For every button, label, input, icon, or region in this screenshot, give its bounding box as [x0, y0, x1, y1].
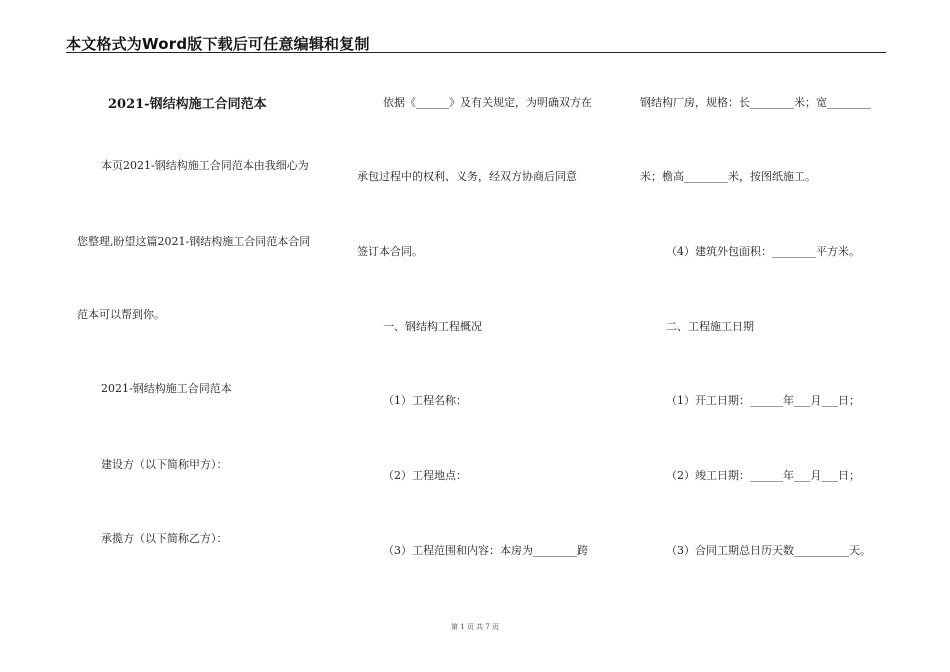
party-a-label: 建设方（以下简称甲方）： — [101, 458, 228, 471]
completion-date-field: （2）竣工日期：______年___月___日； — [666, 469, 860, 482]
contract-subtitle: 2021-钢结构施工合同范本 — [101, 382, 232, 395]
intro-line-1: 本页2021-钢结构施工合同范本由我细心为 — [101, 159, 309, 172]
intro-line-3: 范本可以帮到你。 — [77, 308, 165, 321]
duration-field: （3）合同工期总日历天数__________天。 — [666, 544, 871, 557]
project-name-field: （1）工程名称： — [383, 394, 467, 407]
project-scope-field: （3）工程范围和内容：本房为________跨 — [383, 544, 588, 557]
basis-line-1: 依据《______》及有关规定，为明确双方在 — [383, 96, 592, 109]
spec-line-2: 米；檐高________米，按图纸施工。 — [640, 170, 816, 183]
project-location-field: （2）工程地点： — [383, 469, 467, 482]
section-1-heading: 一、钢结构工程概况 — [383, 320, 482, 333]
basis-line-3: 签订本合同。 — [357, 245, 423, 258]
building-area-field: （4）建筑外包面积：________平方米。 — [666, 245, 860, 258]
basis-line-2: 承包过程中的权利、义务，经双方协商后同意 — [357, 170, 577, 183]
intro-line-2: 您整理,盼望这篇2021-钢结构施工合同范本合同 — [77, 235, 311, 248]
section-2-heading: 二、工程施工日期 — [666, 320, 754, 333]
header-divider — [66, 52, 886, 53]
party-b-label: 承揽方（以下简称乙方）： — [101, 532, 228, 545]
spec-line-1: 钢结构厂房，规格：长________米；宽________ — [640, 96, 871, 109]
page-indicator: 第 1 页 共 7 页 — [450, 623, 500, 631]
header-title: 本文格式为Word版下载后可任意编辑和复制 — [66, 35, 370, 53]
document-title: 2021-钢结构施工合同范本 — [108, 97, 267, 112]
start-date-field: （1）开工日期：______年___月___日； — [666, 394, 860, 407]
